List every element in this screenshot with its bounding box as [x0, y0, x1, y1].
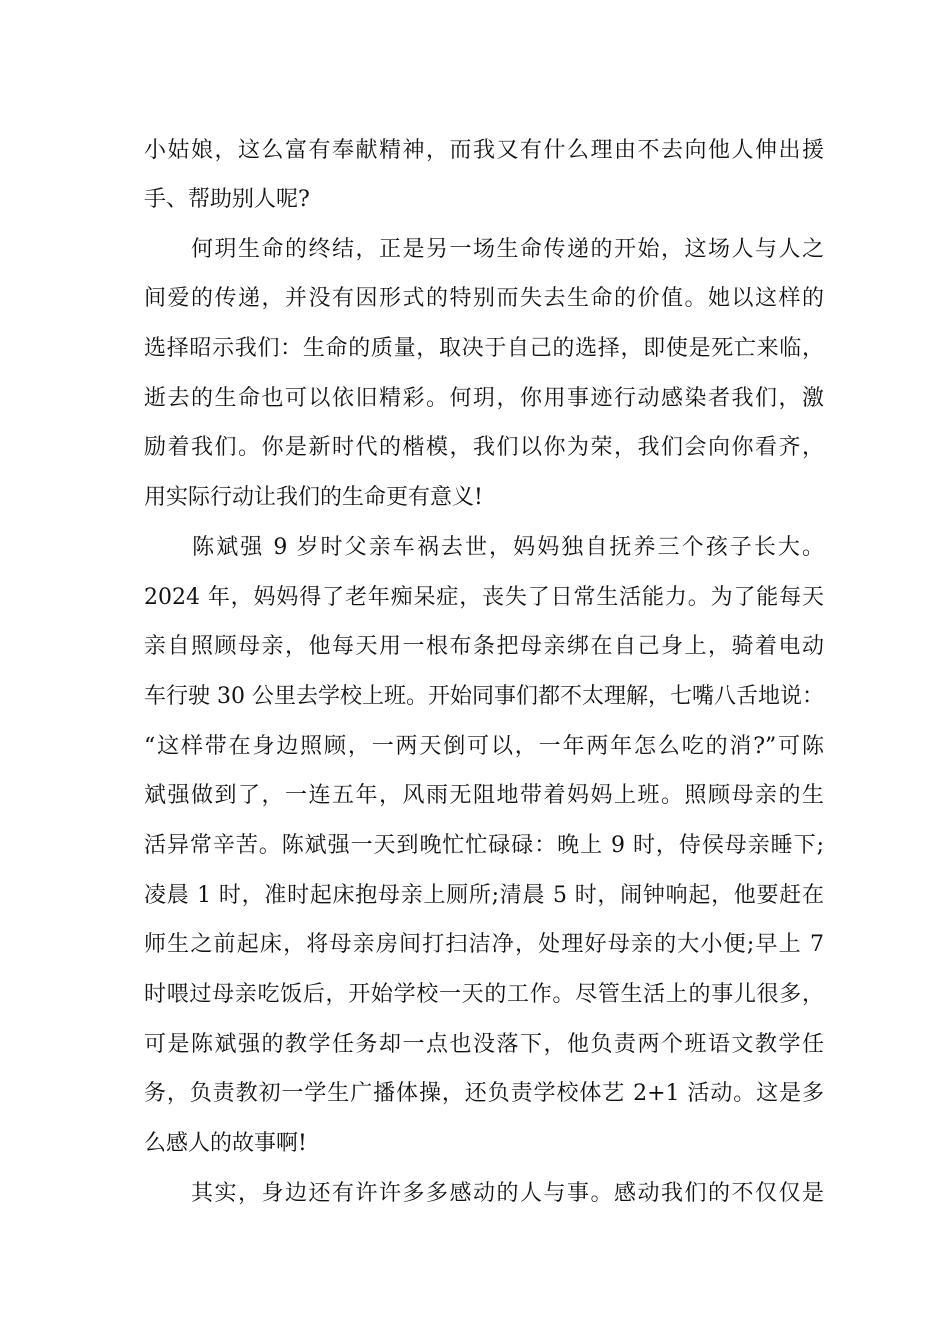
text-line: 时喂过母亲吃饭后，开始学校一天的工作。尽管生活上的事儿很多， [144, 982, 824, 1007]
text-line: 师生之前起床，将母亲房间打扫洁净，处理好母亲的大小便;早上 7 [144, 932, 824, 957]
text-line: 手、帮助别人呢? [144, 187, 310, 212]
text-line: 活异常辛苦。陈斌强一天到晚忙忙碌碌：晚上 9 时，侍侯母亲睡下; [144, 833, 824, 858]
text-line: 间爱的传递，并没有因形式的特别而失去生命的价值。她以这样的 [144, 286, 824, 311]
text-line: 么感人的故事啊! [144, 1131, 307, 1156]
text-line: 凌晨 1 时，准时起床抱母亲上厕所;清晨 5 时，闹钟响起，他要赶在 [144, 883, 824, 908]
text-line: 可是陈斌强的教学任务却一点也没落下，他负责两个班语文教学任 [144, 1032, 824, 1057]
text-line: 逝去的生命也可以依旧精彩。何玥，你用事迹行动感染者我们，激 [144, 386, 824, 411]
text-line: 用实际行动让我们的生命更有意义! [144, 485, 483, 510]
text-line: 陈斌强 9 岁时父亲车祸去世，妈妈独自抚养三个孩子长大。 [144, 535, 824, 560]
text-line: 务，负责教初一学生广播体操，还负责学校体艺 2+1 活动。这是多 [144, 1081, 824, 1106]
text-line: 其实，身边还有许许多多感动的人与事。感动我们的不仅仅是 [144, 1181, 824, 1206]
text-line: 亲自照顾母亲，他每天用一根布条把母亲绑在自己身上，骑着电动 [144, 634, 824, 659]
text-line: 小姑娘，这么富有奉献精神，而我又有什么理由不去向他人伸出援 [144, 138, 824, 163]
text-line: “这样带在身边照顾，一两天倒可以，一年两年怎么吃的消?”可陈 [144, 734, 824, 759]
text-line: 何玥生命的终结，正是另一场生命传递的开始，这场人与人之 [144, 237, 824, 262]
text-line: 励着我们。你是新时代的楷模，我们以你为荣，我们会向你看齐， [144, 435, 824, 460]
text-line: 车行驶 30 公里去学校上班。开始同事们都不太理解，七嘴八舌地说： [144, 684, 824, 709]
text-line: 选择昭示我们：生命的质量，取决于自己的选择，即使是死亡来临， [144, 336, 824, 361]
text-line: 斌强做到了，一连五年，风雨无阻地带着妈妈上班。照顾母亲的生 [144, 783, 824, 808]
text-line: 2024 年，妈妈得了老年痴呆症，丧失了日常生活能力。为了能每天 [144, 585, 824, 610]
